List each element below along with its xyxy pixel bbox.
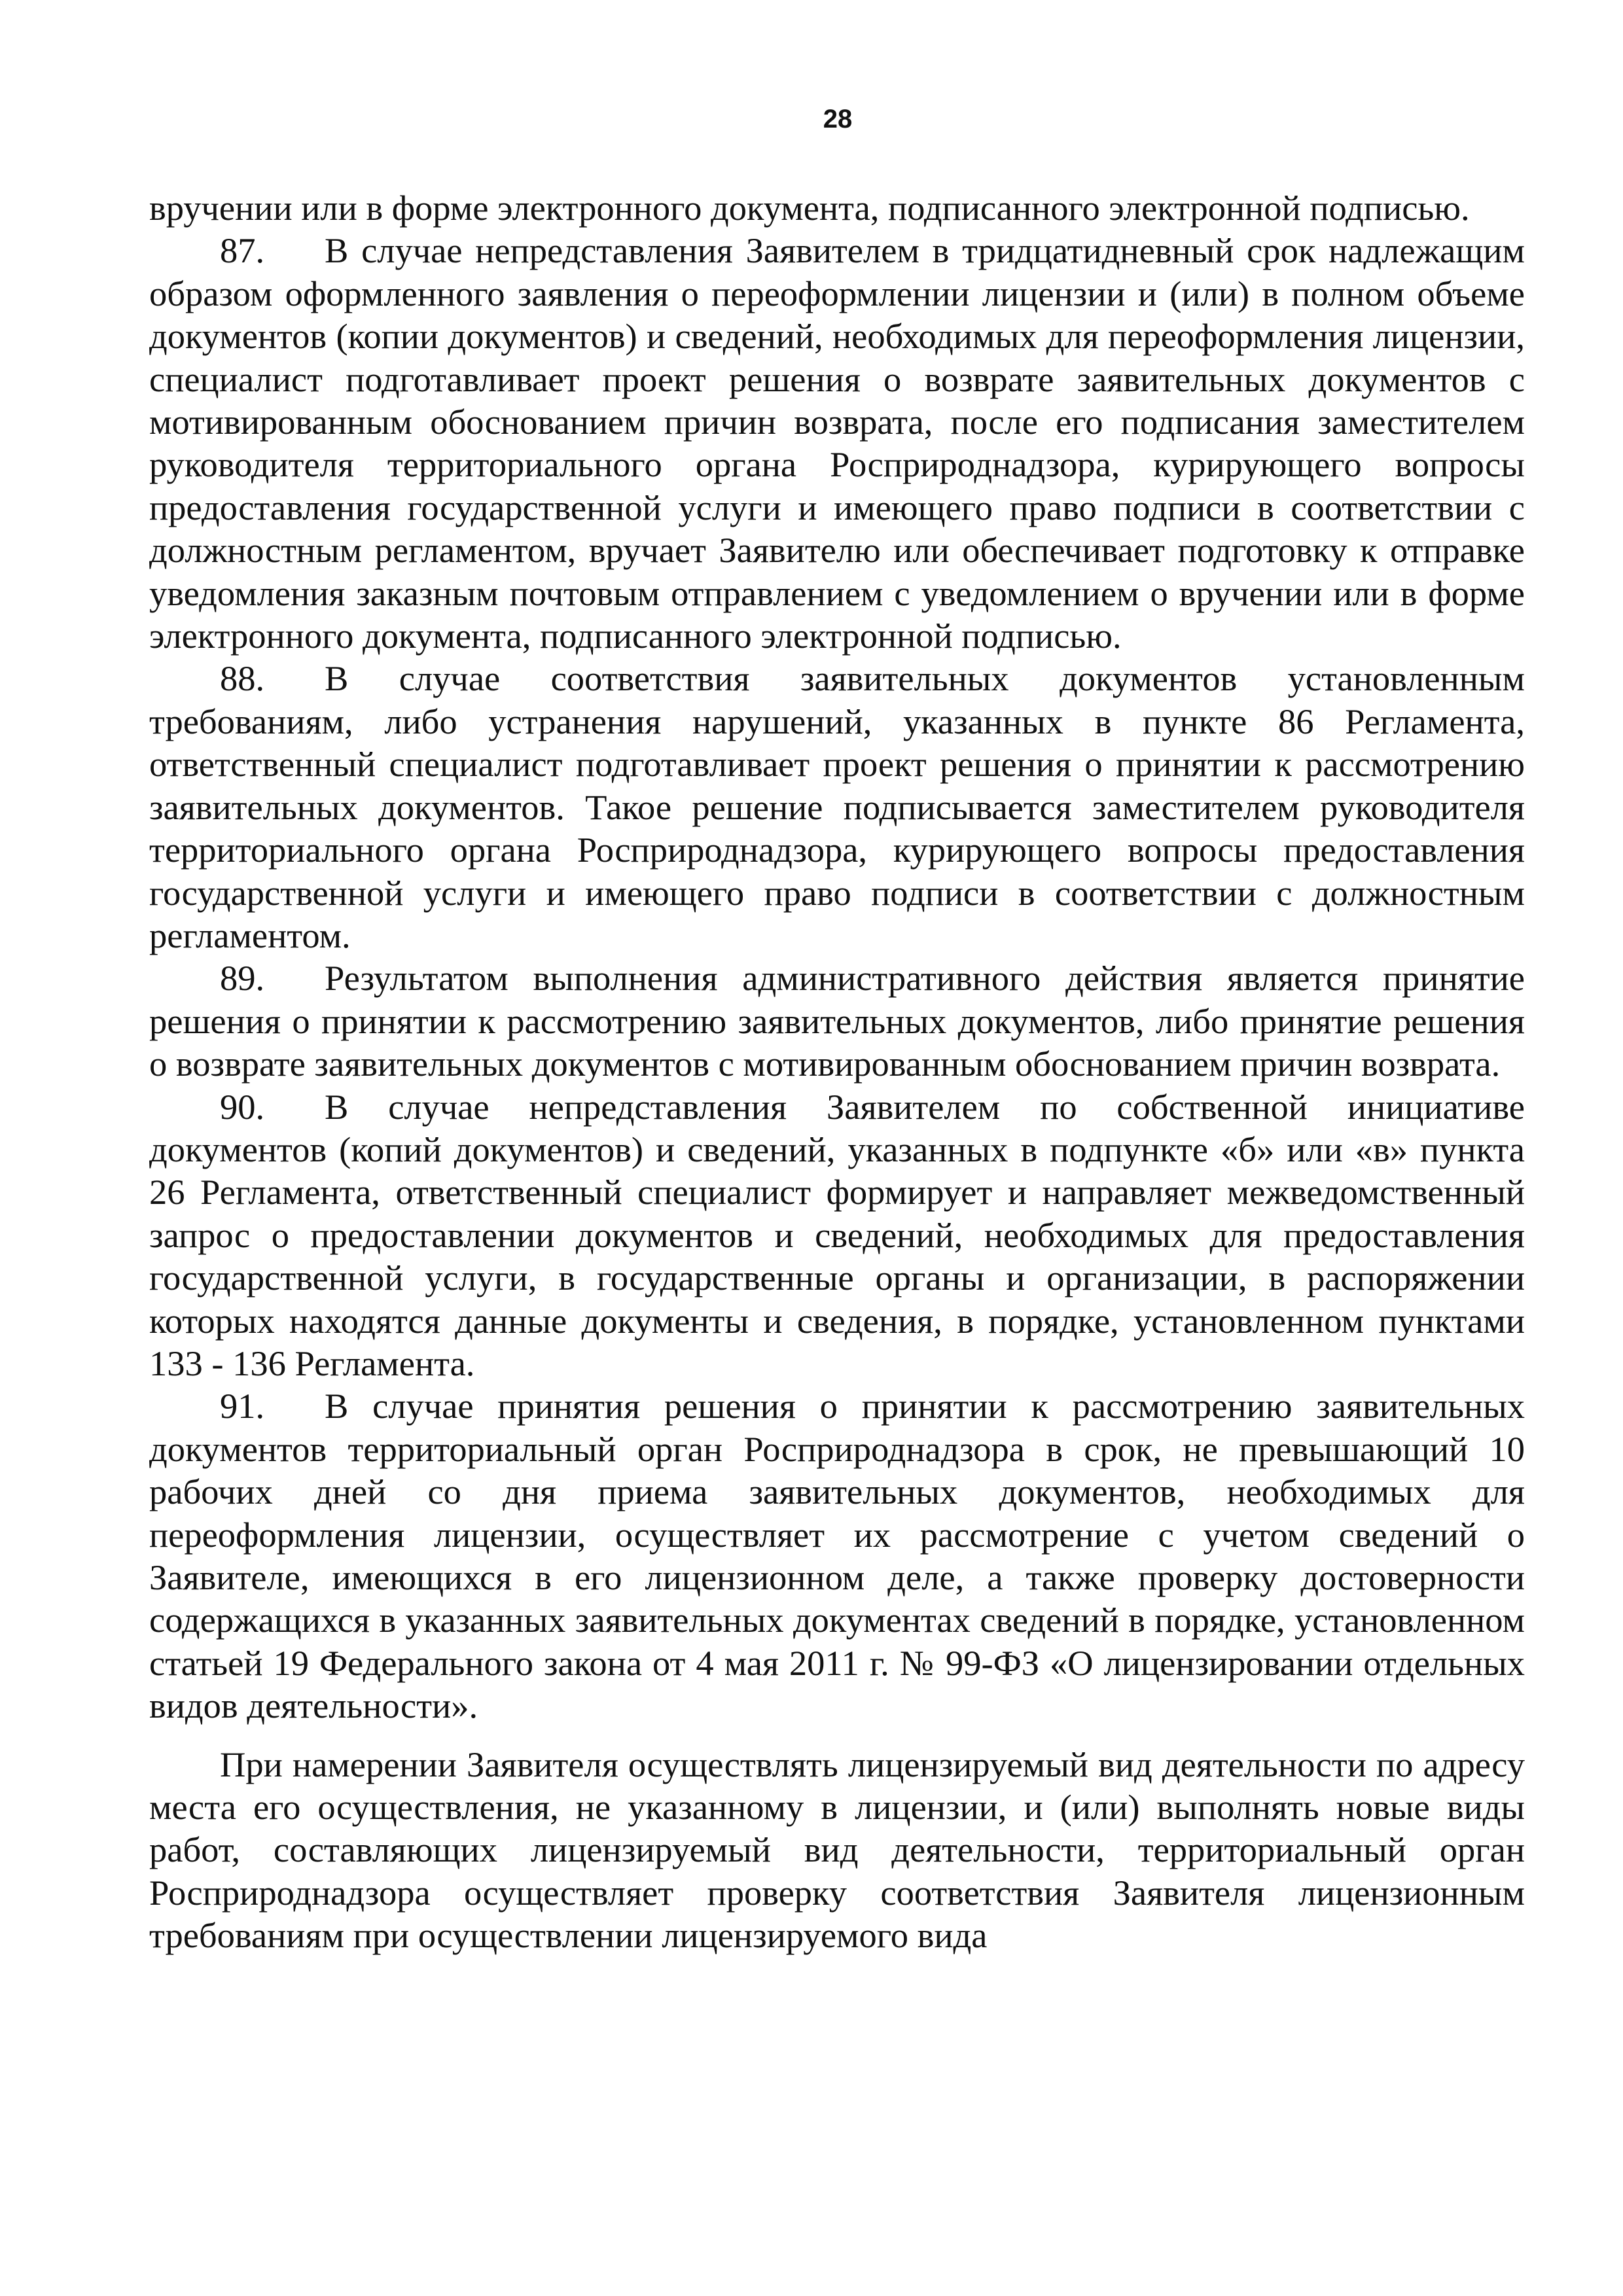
paragraph-number: 89. [220,958,265,998]
paragraph-91 [149,1385,1525,1727]
paragraph-number: 87. [220,230,265,271]
paragraph-88 [149,657,1525,957]
paragraph-90 [149,1086,1525,1385]
paragraph-87 [149,229,1525,657]
paragraph-text: В случае непредставления Заявителем по собственной инициативе документов (копий документов) и сведений, указанных в подпункте «б» или «в» пункта 26 Регламента, ответственный специалист формирует и направляет межведомственный запрос о предоставлении документов и сведений, необходимых для предоставления государственной услуги, в государственные органы и организации, в распоряжении которых находятся данные документы и сведения, в порядке, установленном пунктами 133 - 136 Регламента. [149,1086,1525,1383]
paragraph-number: 91. [220,1386,265,1426]
paragraph-89 [149,957,1525,1085]
paragraph-text: В случае соответствия заявительных документов установленным требованиям, либо устранения нарушений, указанных в пункте 86 Регламента, ответственный специалист подготавливает проект решения о принятии к рассмотрению заявительных документов. Такое решение подписывается заместителем руководителя территориального органа Росприроднадзора, курирующего вопросы предоставления государственной услуги и имеющего право подписи в соответствии с должностным регламентом. [149,658,1525,955]
paragraph-text: При намерении Заявителя осуществлять лицензируемый вид деятельности по адресу места его осуществления, не указанному в лицензии, и (или) выполнять новые виды работ, составляющих лицензируемый вид деятельности, территориальный орган Росприроднадзора осуществляет проверку соответствия Заявителя лицензионным требованиям при осуществлении лицензируемого вида [149,1744,1525,1956]
paragraph-text: вручении или в форме электронного документа, подписанного электронной подписью. [149,188,1470,228]
paragraph-91-continued [149,1743,1525,1957]
paragraph-continuation [149,186,1525,229]
paragraph-number: 90. [220,1086,265,1127]
page-number: 28 [823,105,853,133]
paragraph-number: 88. [220,658,265,699]
document-body [149,186,1525,1957]
paragraph-text: Результатом выполнения административного действия является принятие решения о принятии к рассмотрению заявительных документов, либо принятие решения о возврате заявительных документов с мотивированным обоснованием причин возврата. [149,958,1525,1084]
paragraph-text: В случае принятия решения о принятии к рассмотрению заявительных документов территориальный орган Росприроднадзора в срок, не превышающий 10 рабочих дней со дня приема заявительных документов, необходимых для переоформления лицензии, осуществляет их рассмотрение с учетом сведений о Заявителе, имеющихся в его лицензионном деле, а также проверку достоверности содержащихся в указанных заявительных документах сведений в порядке, установленном статьей 19 Федерального закона от 4 мая 2011 г. № 99-ФЗ «О лицензировании отдельных видов деятельности». [149,1386,1525,1726]
paragraph-text: В случае непредставления Заявителем в тридцатидневный срок надлежащим образом оформленного заявления о переоформлении лицензии и (или) в полном объеме документов (копии документов) и сведений, необходимых для переоформления лицензии, специалист подготавливает проект решения о возврате заявительных документов с мотивированным обоснованием причин возврата, после его подписания заместителем руководителя территориального органа Росприроднадзора, курирующего вопросы предоставления государственной услуги и имеющего право подписи в соответствии с должностным регламентом, вручает Заявителю или обеспечивает подготовку к отправке уведомления заказным почтовым отправлением с уведомлением о вручении или в форме электронного документа, подписанного электронной подписью. [149,230,1525,656]
